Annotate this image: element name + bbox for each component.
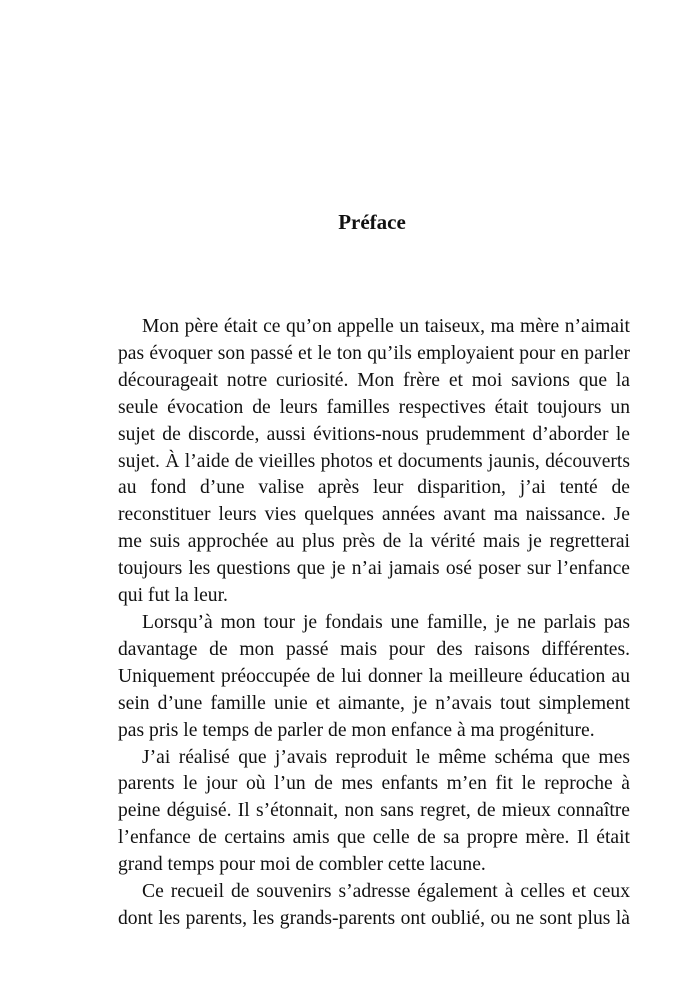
paragraph-2: Lorsqu’à mon tour je fondais une famille, je ne parlais pas davantage de mon passé mais pour des raisons différentes. Uniquement préoccupée de lui donner la meilleure éducation au sein d’une famille unie et aimante, je n’avais tout simplement pas pris le temps de parler de mon enfance à ma progéniture. (118, 611, 630, 741)
page-title: Préface (338, 210, 406, 234)
paragraph-1: Mon père était ce qu’on appelle un taiseux, ma mère n’aimait pas évoquer son passé et le ton qu’ils employaient pour en parler décourageait notre curiosité. Mon frère et moi savions que la seule évocation de leurs familles respectives était toujours un sujet de discorde, aussi évitions-nous prudemment d’aborder le sujet. À l’aide de vieilles photos et documents jaunis, découverts au fond d’une valise après leur disparition, j’ai tenté de reconstituer leurs vies quelques années avant ma naissance. Je me suis approchée au plus près de la vérité mais je regretterai toujours les questions que je n’ai jamais osé poser sur l’enfance qui fut la leur. (118, 316, 630, 607)
paragraph-3: J’ai réalisé que j’avais reproduit le même schéma que mes parents le jour où l’un de mes enfants m’en fit le reproche à peine déguisé. Il s’étonnait, non sans regret, de mieux connaître l’enfance de certains amis que celle de sa propre mère. Il était grand temps pour moi de combler cette lacune. (118, 746, 630, 876)
paragraph-4: Ce recueil de souvenirs s’adresse également à celles et ceux dont les parents, les grands-parents ont oublié, ou ne sont plus là (118, 881, 630, 929)
preface-body (118, 314, 630, 933)
